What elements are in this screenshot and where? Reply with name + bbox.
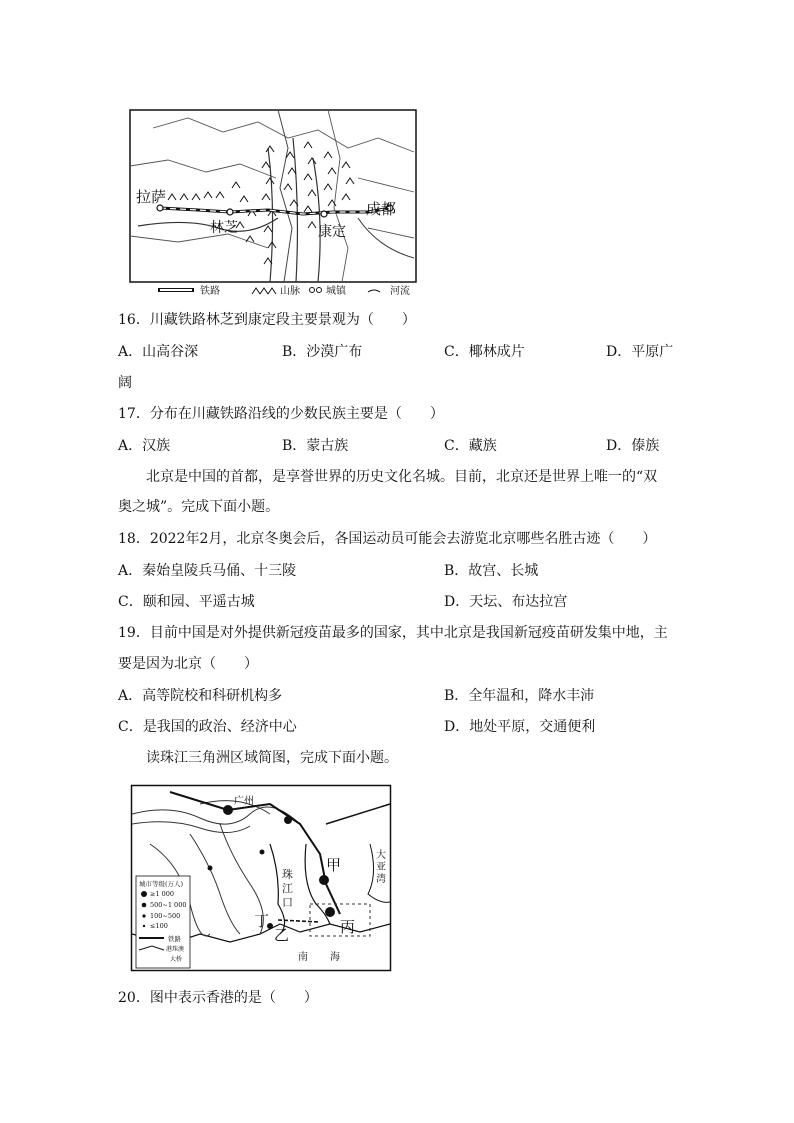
map2-label-nan: 南 <box>298 952 308 963</box>
q19-stem-line1: 19．目前中国是对外提供新冠疫苗最多的国家，其中北京是我国新冠疫苗研发集中地，主 <box>118 625 668 641</box>
map1-label-lhasa: 拉萨 <box>136 188 167 206</box>
map2-legend-l3: 100~500 <box>150 912 181 920</box>
map2-legend-bridge-1: 港珠澳 <box>166 946 185 953</box>
sichuan-tibet-map <box>128 108 420 298</box>
q19-stem-line2: 要是因为北京（ ） <box>118 656 258 672</box>
map1-legend <box>158 284 410 297</box>
pearl-river-delta-map <box>130 784 392 972</box>
q18-stem: 18．2022年2月，北京冬奥会后，各国运动员可能会去游览北京哪些名胜古迹（ ） <box>118 531 657 547</box>
q17-option-a[interactable]: A．汉族 <box>118 438 171 454</box>
map2-label-daya-1: 大 <box>376 850 386 861</box>
map2-legend-l1: ≥1 000 <box>150 890 175 898</box>
q16-option-d[interactable]: D．平原广 <box>606 344 674 360</box>
q20-stem: 20．图中表示香港的是（ ） <box>118 990 318 1006</box>
map2-label-guangzhou: 广州 <box>234 796 254 807</box>
map2-label-daya-3: 湾 <box>376 874 386 885</box>
map2-legend-l2: 500~1 000 <box>150 901 187 909</box>
map2-legend-l4: ≤100 <box>150 922 168 930</box>
q18-option-c[interactable]: C．颐和园、平遥古城 <box>118 594 255 610</box>
legend-mountain-label: 山脉 <box>280 286 300 297</box>
passage2-line1: 读珠江三角洲区域简图，完成下面小题。 <box>146 750 398 766</box>
q16-option-a[interactable]: A．山高谷深 <box>118 344 199 360</box>
passage1-line1: 北京是中国的首都，是享誉世界的历史文化名城。目前，北京还是世界上唯一的“双 <box>146 469 658 485</box>
map1-label-chengdu: 成都 <box>366 200 397 218</box>
q19-option-d[interactable]: D．地处平原，交通便利 <box>444 719 596 735</box>
q18-option-d[interactable]: D．天坛、布达拉宫 <box>444 594 568 610</box>
q17-option-b[interactable]: B．蒙古族 <box>282 438 349 454</box>
map1-label-nyingchi: 林芝 <box>210 220 238 236</box>
map2-label-zhu: 珠 <box>282 868 293 881</box>
legend-river-label: 河流 <box>390 286 410 297</box>
q19-option-a[interactable]: A．高等院校和科研机构多 <box>118 688 283 704</box>
map2-label-daya-2: 亚 <box>376 862 386 873</box>
map1-label-kangding: 康定 <box>318 224 346 240</box>
q19-option-c[interactable]: C．是我国的政治、经济中心 <box>118 719 297 735</box>
q18-option-b[interactable]: B．故宫、长城 <box>444 563 539 579</box>
q16-option-b[interactable]: B．沙漠广布 <box>282 344 363 360</box>
map2-label-kou: 口 <box>282 896 293 909</box>
legend-town-label: 城镇 <box>326 286 346 297</box>
q16-stem: 16．川藏铁路林芝到康定段主要景观为（ ） <box>118 312 416 328</box>
map2-legend-bridge-2: 大桥 <box>170 956 183 963</box>
q16-option-d-continued: 阔 <box>118 375 132 391</box>
map2-legend-railway: 铁路 <box>168 935 181 943</box>
map2-label-jiang: 江 <box>282 882 293 895</box>
legend-railway-label: 铁路 <box>200 286 220 297</box>
passage1-line2: 奥之城”。完成下面小题。 <box>118 499 280 515</box>
map2-label-jia: 甲 <box>326 856 342 874</box>
map2-label-hai: 海 <box>330 952 340 963</box>
q17-option-d[interactable]: D．傣族 <box>606 438 660 454</box>
q18-option-a[interactable]: A．秦始皇陵兵马俑、十三陵 <box>118 563 297 579</box>
map2-label-yi: 乙 <box>274 926 290 944</box>
q17-option-c[interactable]: C．藏族 <box>444 438 497 454</box>
map2-label-bing: 丙 <box>340 918 356 936</box>
q19-option-b[interactable]: B．全年温和，降水丰沛 <box>444 688 595 704</box>
map2-legend <box>136 876 190 968</box>
q16-option-c[interactable]: C．椰林成片 <box>444 344 525 360</box>
map2-legend-title: 城市等级(万人) <box>139 880 184 888</box>
map2-label-ding: 丁 <box>254 912 270 930</box>
q17-stem: 17．分布在川藏铁路沿线的少数民族主要是（ ） <box>118 406 444 422</box>
